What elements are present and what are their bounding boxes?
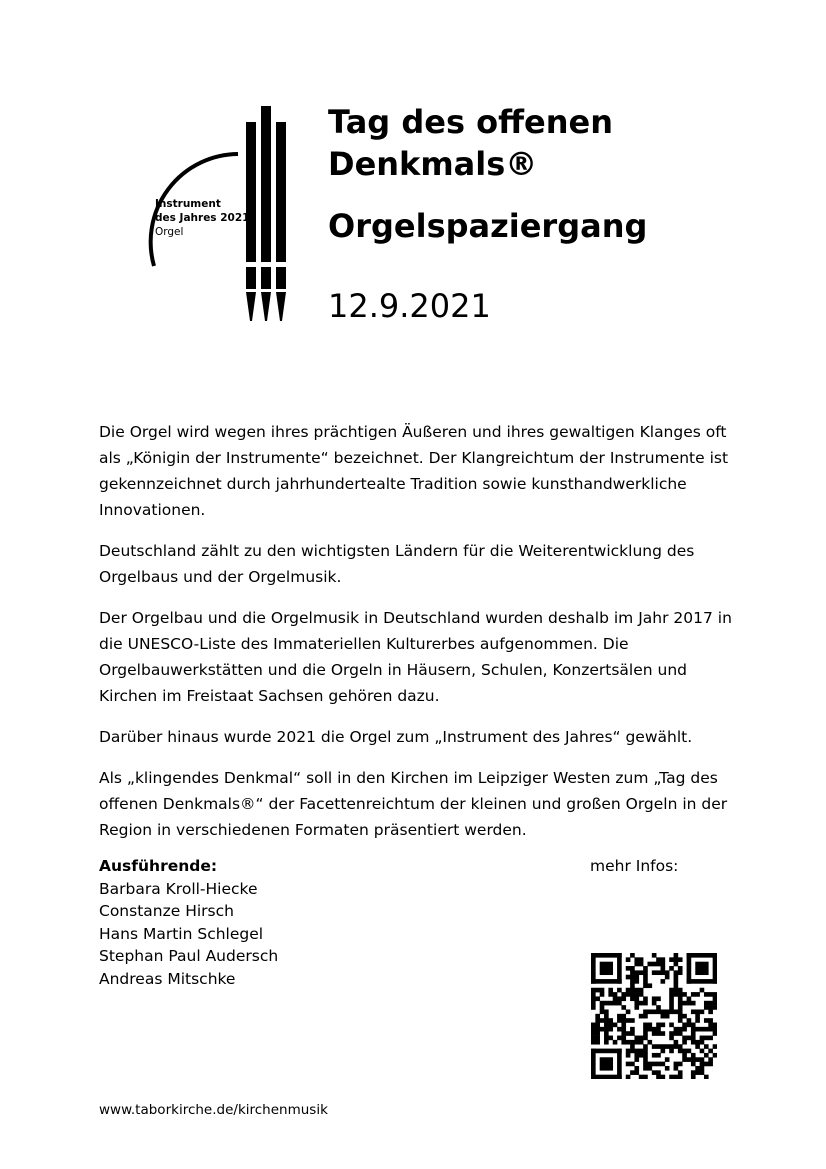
performers-heading: Ausführende: [99, 857, 218, 875]
instrument-des-jahres-logo [138, 104, 290, 324]
paragraph: Darüber hinaus wurde 2021 die Orgel zum „Instrument des Jahres“ gewählt. [99, 728, 693, 746]
performer-name: Constanze Hirsch [99, 902, 234, 920]
title-line1: Tag des offenen [328, 103, 614, 141]
performer-name: Andreas Mitschke [99, 969, 236, 988]
logo-text-line2: des Jahres 2021 [155, 212, 250, 224]
page-title [328, 101, 613, 185]
paragraph: Als „klingendes Denkmal“ soll in den Kirchen im Leipziger Westen zum „Tag des offenen Denkmals®“ der Facettenreichtum der kleinen und großen Orgeln in der Region in verschiedenen Formaten präsentiert werden. [99, 769, 728, 839]
page-subtitle: Orgelspaziergang [328, 207, 648, 245]
paragraph: Deutschland zählt zu den wichtigsten Ländern für die Weiterentwicklung des Orgelbaus und der Orgelmusik. [99, 542, 695, 586]
logo-text-line3: Orgel [155, 226, 184, 238]
performer-name: Stephan Paul Audersch [99, 947, 279, 965]
more-info-label: mehr Infos: [590, 857, 679, 875]
body-text [99, 419, 739, 858]
logo-text-line1: Instrument [155, 198, 221, 210]
event-date: 12.9.2021 [328, 287, 491, 325]
performers-list [99, 855, 278, 990]
title-line2: Denkmals® [328, 145, 538, 183]
paragraph: Der Orgelbau und die Orgelmusik in Deutschland wurden deshalb im Jahr 2017 in die UNESCO-Liste des Immateriellen Kulturerbes aufgenommen. Die Orgelbauwerkstätten und die Orgeln in Häusern, Schulen, Konzertsälen und Kirchen im Freistaat Sachsen gehören dazu. [99, 609, 732, 705]
performer-name: Barbara Kroll-Hiecke [99, 879, 258, 898]
footer-url[interactable]: www.taborkirche.de/kirchenmusik [99, 1102, 328, 1118]
performer-name: Hans Martin Schlegel [99, 924, 264, 943]
paragraph: Die Orgel wird wegen ihres prächtigen Äußeren und ihres gewaltigen Klanges oft als „Königin der Instrumente“ bezeichnet. Der Klangreichtum der Instrumente ist gekennzeichnet durch jahrhundertealte Tradition sowie kunsthandwerkliche Innovationen. [99, 423, 729, 519]
qr-code-icon[interactable] [591, 953, 717, 1079]
